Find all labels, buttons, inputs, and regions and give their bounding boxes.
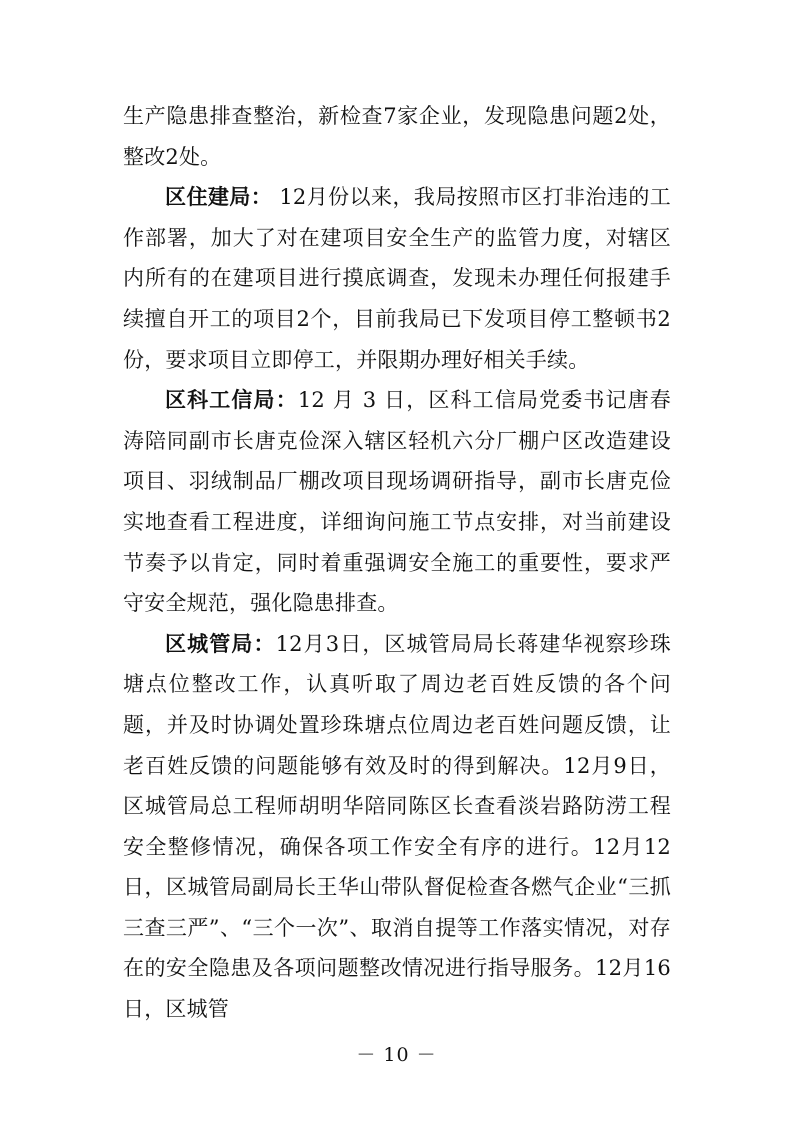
- paragraph-text: 生产隐患排查整治，新检查7家企业，发现隐患问题2处，整改2处。: [123, 104, 671, 169]
- page-number: － 10 －: [356, 1044, 437, 1066]
- paragraph-lead: 区科工信局：: [165, 388, 298, 413]
- paragraph-text: 12月份以来，我局按照市区打非治违的工作部署，加大了对在建项目安全生产的监管力度，对辖区内所有的在建项目进行摸底调查，发现未办理任何报建手续擅自开工的项目2个，目前我局已下发项目停工整顿书2份，要求项目立即停工，并限期办理好相关手续。: [123, 185, 671, 372]
- paragraph-urban-management-bureau: [123, 624, 671, 1030]
- paragraph-text: 12月3日，区城管局局长蒋建华视察珍珠塘点位整改工作，认真听取了周边老百姓反馈的各个问题，并及时协调处置珍珠塘点位周边老百姓问题反馈，让老百姓反馈的问题能够有效及时的得到解决。12月9日，区城管局总工程师胡明华陪同陈区长查看淡岩路防涝工程安全整修情况，确保各项工作安全有序的进行。12月12日，区城管局副局长王华山带队督促检查各燃气企业“三抓三查三严”、“三个一次”、取消自提等工作落实情况，对存在的安全隐患及各项问题整改情况进行指导服务。12月16日，区城管: [123, 631, 671, 1022]
- paragraph-lead: 区城管局：: [165, 631, 276, 656]
- paragraph-industry-bureau: [123, 380, 671, 624]
- paragraph-continuation: [123, 96, 671, 177]
- paragraph-text: 12 月 3 日，区科工信局党委书记唐春涛陪同副市长唐克俭深入辖区轻机六分厂棚户区改造建设项目、羽绒制品厂棚改项目现场调研指导，副市长唐克俭实地查看工程进度，详细询问施工节点安排，对当前建设节奏予以肯定，同时着重强调安全施工的重要性，要求严守安全规范，强化隐患排查。: [123, 388, 671, 616]
- paragraph-housing-bureau: [123, 177, 671, 380]
- document-body: [123, 96, 671, 1030]
- paragraph-lead: 区住建局：: [165, 185, 273, 210]
